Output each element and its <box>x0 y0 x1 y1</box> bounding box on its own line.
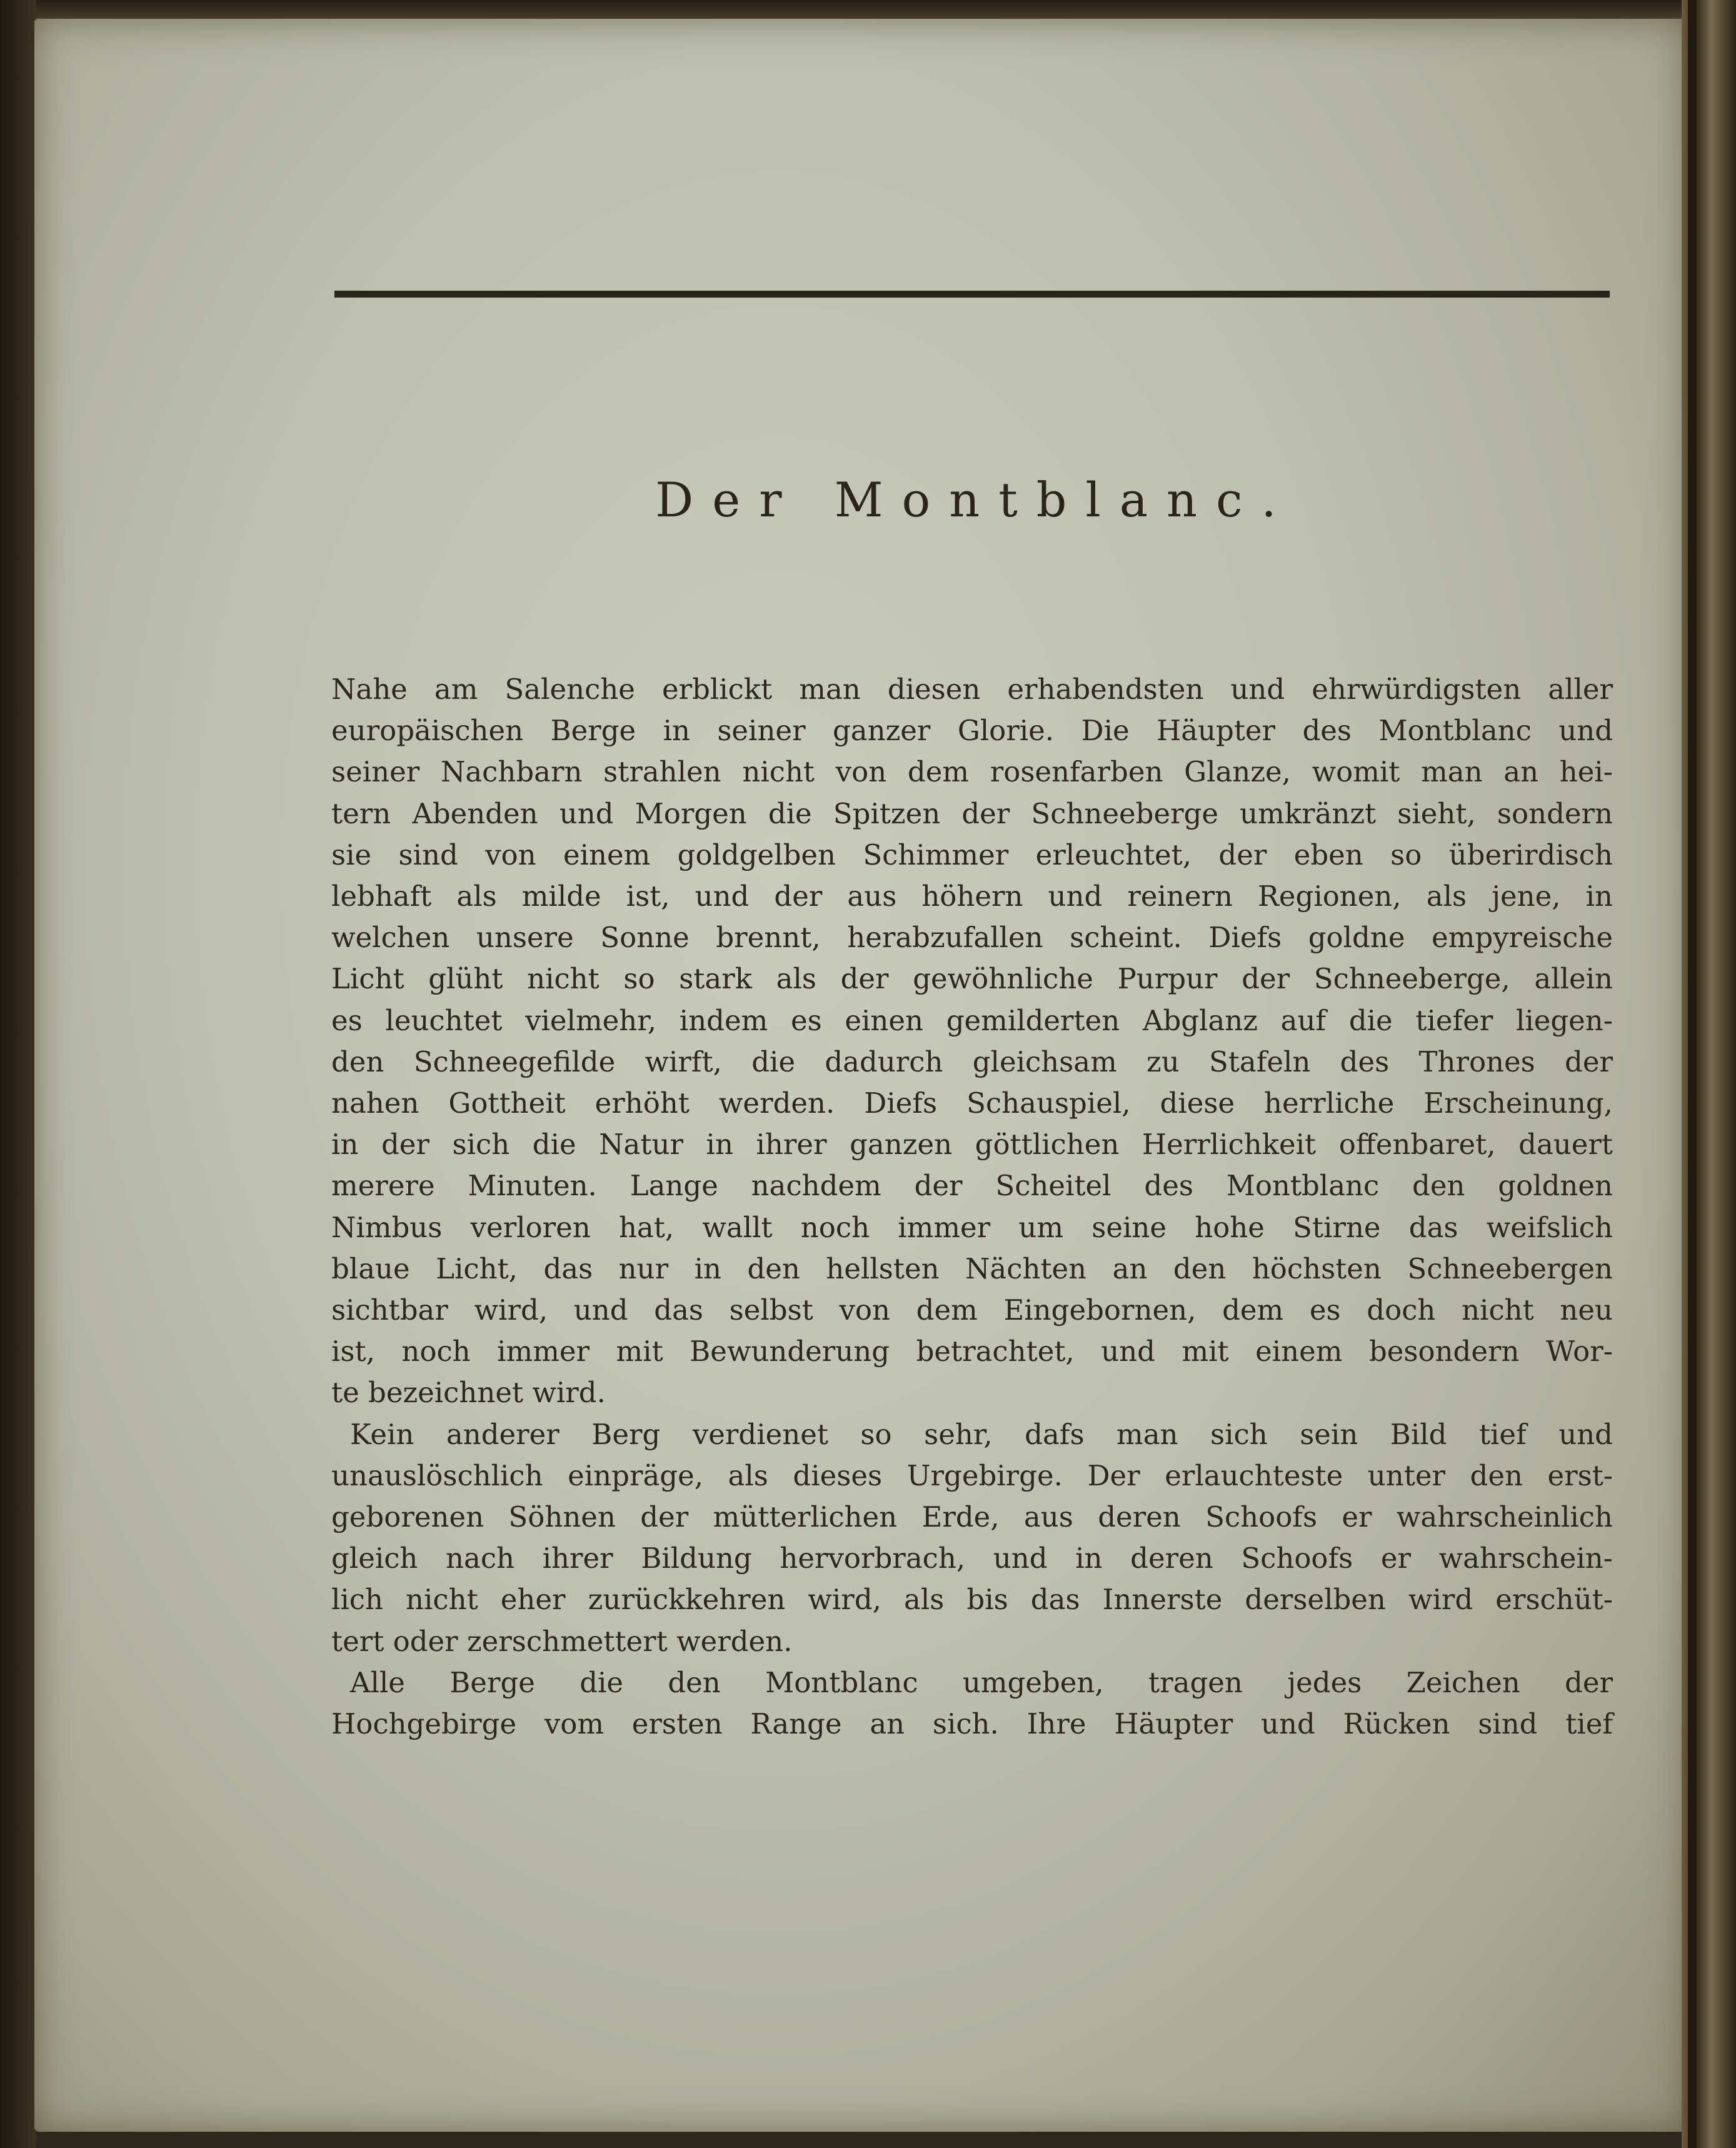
text-line: sichtbar wird, und das selbst von dem Eingebornen, dem es doch nicht neu <box>331 1293 1613 1327</box>
text-line: tern Abenden und Morgen die Spitzen der Schneeberge umkränzt sieht, sondern <box>331 796 1613 830</box>
text-line: Hochgebirge vom ersten Range an sich. Ihre Häupter und Rücken sind tief <box>331 1707 1613 1741</box>
text-line: welchen unsere Sonne brennt, herabzufallen scheint. Diefs goldne empyreische <box>331 921 1613 955</box>
text-line: Nahe am Salenche erblickt man diesen erhabendsten und ehrwürdigsten aller <box>331 673 1613 706</box>
text-line: europäischen Berge in seiner ganzer Glorie. Die Häupter des Montblanc und <box>331 714 1613 748</box>
text-line: tert oder zerschmettert werden. <box>331 1624 793 1658</box>
text-line: lich nicht eher zurückkehren wird, als bis das Innerste derselben wird erschüt- <box>331 1583 1613 1617</box>
text-line: geborenen Söhnen der mütterlichen Erde, aus deren Schoofs er wahrscheinlich <box>331 1500 1613 1534</box>
top-edge <box>0 0 1736 20</box>
text-line: blaue Licht, das nur in den hellsten Nächten an den höchsten Schneebergen <box>331 1252 1613 1285</box>
text-line: ist, noch immer mit Bewunderung betrachtet, und mit einem besondern Wor- <box>331 1335 1613 1368</box>
paragraph-3 <box>331 1662 1613 1745</box>
text-line: sie sind von einem goldgelben Schimmer erleuchtet, der eben so überirdisch <box>331 838 1613 871</box>
gutter-shadow <box>1688 0 1697 2148</box>
left-edge <box>0 0 36 2148</box>
header-rule <box>334 291 1610 298</box>
text-line: Alle Berge die den Montblanc umgeben, tragen jedes Zeichen der <box>350 1665 1613 1699</box>
paragraph-2 <box>331 1414 1613 1662</box>
text-line: Kein anderer Berg verdienet so sehr, dafs man sich sein Bild tief und <box>350 1417 1613 1451</box>
text-line: den Schneegefilde wirft, die dadurch gleichsam zu Stafeln des Thrones der <box>331 1045 1613 1078</box>
text-line: lebhaft als milde ist, und der aus höhern und reinern Regionen, als jene, in <box>331 880 1613 913</box>
text-line: in der sich die Natur in ihrer ganzen göttlichen Herrlichkeit offenbaret, dauert <box>331 1128 1613 1162</box>
page-title: Der Montblanc. <box>655 472 1295 528</box>
text-line: Licht glüht nicht so stark als der gewöhnliche Purpur der Schneeberge, allein <box>331 962 1613 996</box>
text-line: seiner Nachbarn strahlen nicht von dem rosenfarben Glanze, womit man an hei- <box>331 755 1613 789</box>
text-line: Nimbus verloren hat, wallt noch immer um seine hohe Stirne das weifslich <box>331 1210 1613 1244</box>
text-line: es leuchtet vielmehr, indem es einen gemilderten Abglanz auf die tiefer liegen- <box>331 1003 1613 1037</box>
text-line: gleich nach ihrer Bildung hervorbrach, und in deren Schoofs er wahrschein- <box>331 1542 1613 1575</box>
text-line: te bezeichnet wird. <box>331 1376 606 1410</box>
text-line: unauslöschlich einpräge, als dieses Urgebirge. Der erlauchteste unter den erst- <box>331 1458 1613 1492</box>
paragraph-1 <box>331 669 1613 1414</box>
text-line: merere Minuten. Lange nachdem der Scheitel des Montblanc den goldnen <box>331 1169 1613 1203</box>
body-text <box>331 669 1613 1745</box>
text-line: nahen Gottheit erhöht werden. Diefs Schauspiel, diese herrliche Erscheinung, <box>331 1087 1613 1120</box>
